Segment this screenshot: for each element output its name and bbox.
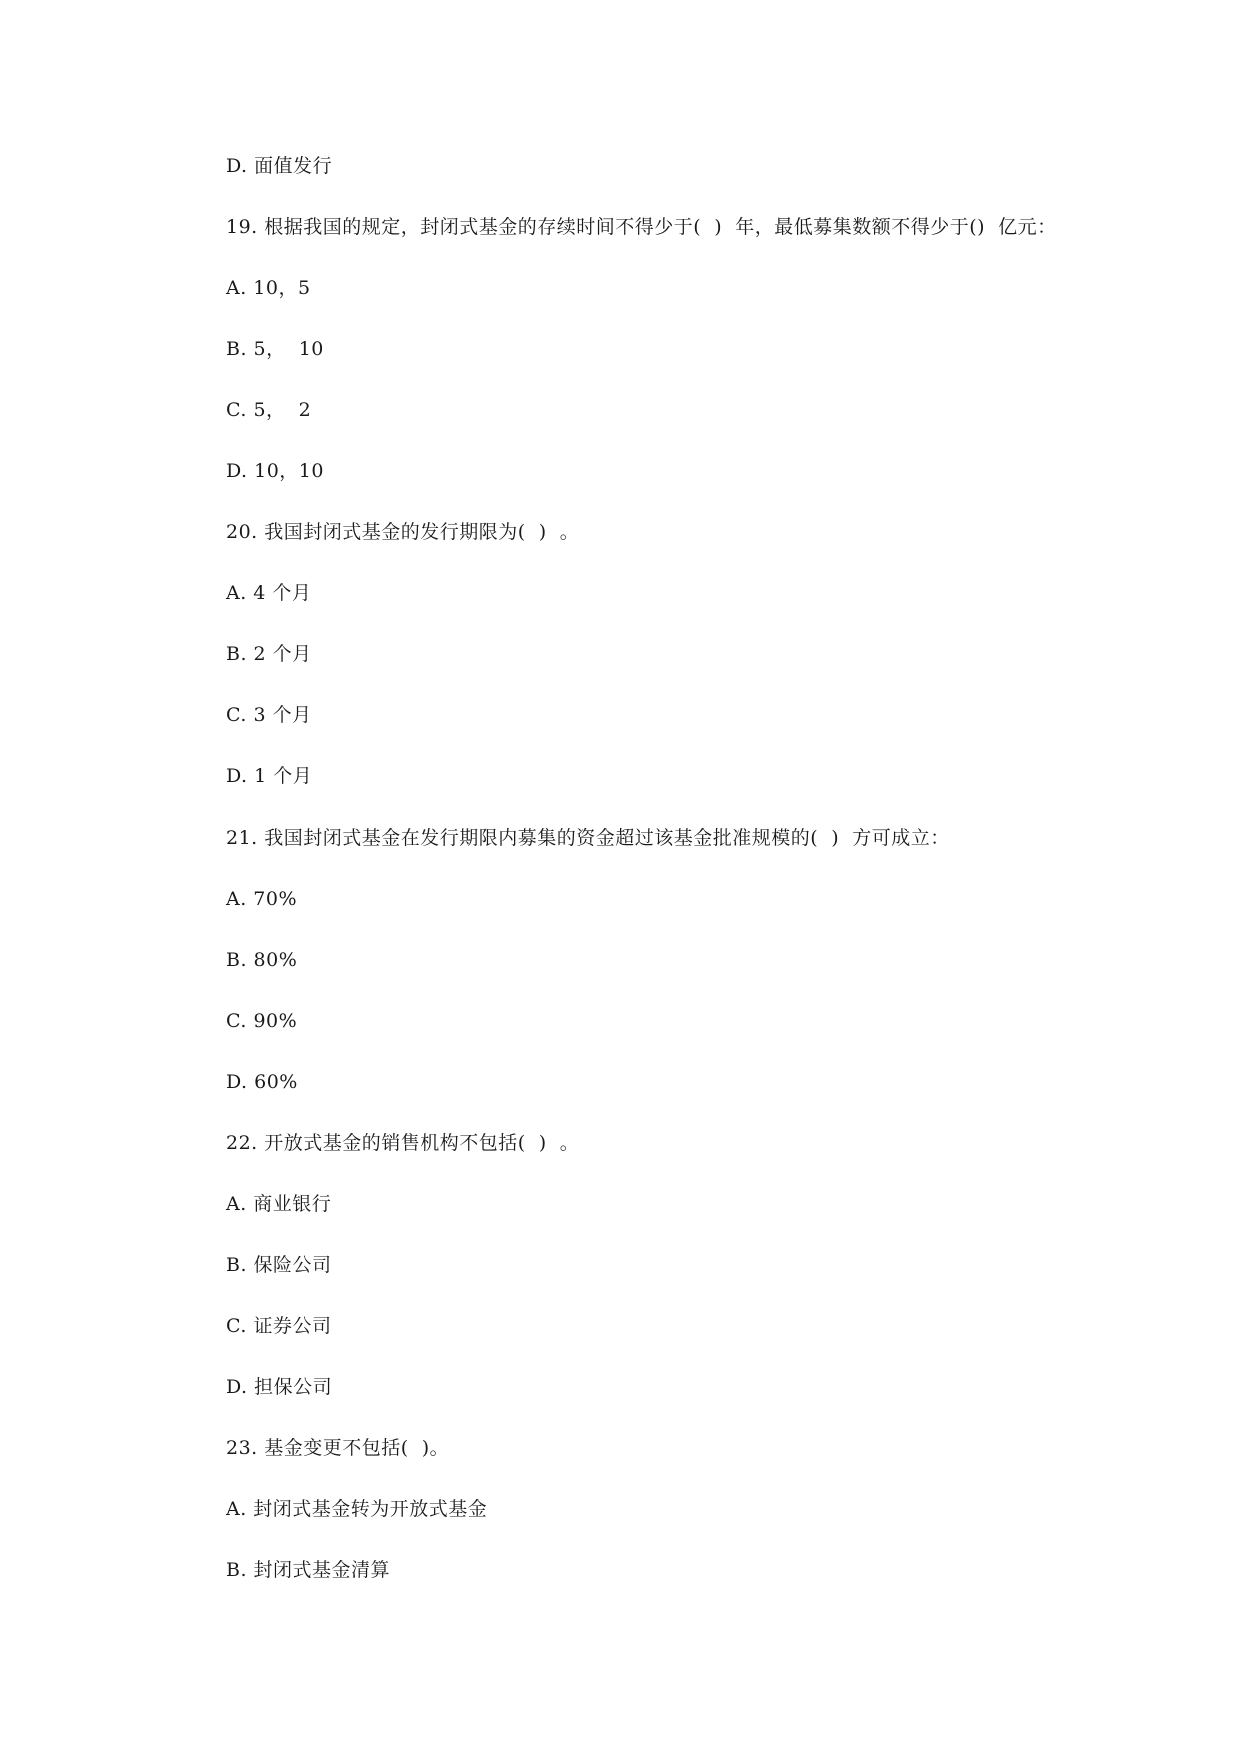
option-22-b: B. 保险公司: [226, 1254, 332, 1276]
option-21-a: A. 70%: [226, 888, 298, 910]
option-20-b: B. 2 个月: [226, 643, 312, 665]
question-20: 20. 我国封闭式基金的发行期限为( ) 。: [226, 521, 580, 543]
question-22: 22. 开放式基金的销售机构不包括( ) 。: [226, 1132, 580, 1154]
option-21-c: C. 90%: [226, 1010, 298, 1032]
option-21-b: B. 80%: [226, 949, 298, 971]
option-23-b: B. 封闭式基金清算: [226, 1559, 391, 1581]
option-22-d: D. 担保公司: [226, 1376, 333, 1398]
option-18-d: D. 面值发行: [226, 155, 333, 177]
option-22-c: C. 证券公司: [226, 1315, 332, 1337]
question-21: 21. 我国封闭式基金在发行期限内募集的资金超过该基金批准规模的( ) 方可成立：: [226, 827, 950, 849]
option-20-a: A. 4 个月: [226, 582, 312, 604]
option-20-c: C. 3 个月: [226, 704, 312, 726]
option-19-d: D. 10，10: [226, 460, 324, 482]
option-23-a: A. 封闭式基金转为开放式基金: [226, 1498, 488, 1520]
option-19-a: A. 10，5: [226, 277, 311, 299]
option-19-c: C. 5， 2: [226, 399, 312, 421]
question-19: 19. 根据我国的规定，封闭式基金的存续时间不得少于( ) 年，最低募集数额不得少于() 亿元：: [226, 216, 1057, 238]
option-20-d: D. 1 个月: [226, 765, 313, 787]
option-22-a: A. 商业银行: [226, 1193, 332, 1215]
option-21-d: D. 60%: [226, 1071, 298, 1093]
question-23: 23. 基金变更不包括( )。: [226, 1437, 450, 1459]
option-19-b: B. 5， 10: [226, 338, 324, 360]
